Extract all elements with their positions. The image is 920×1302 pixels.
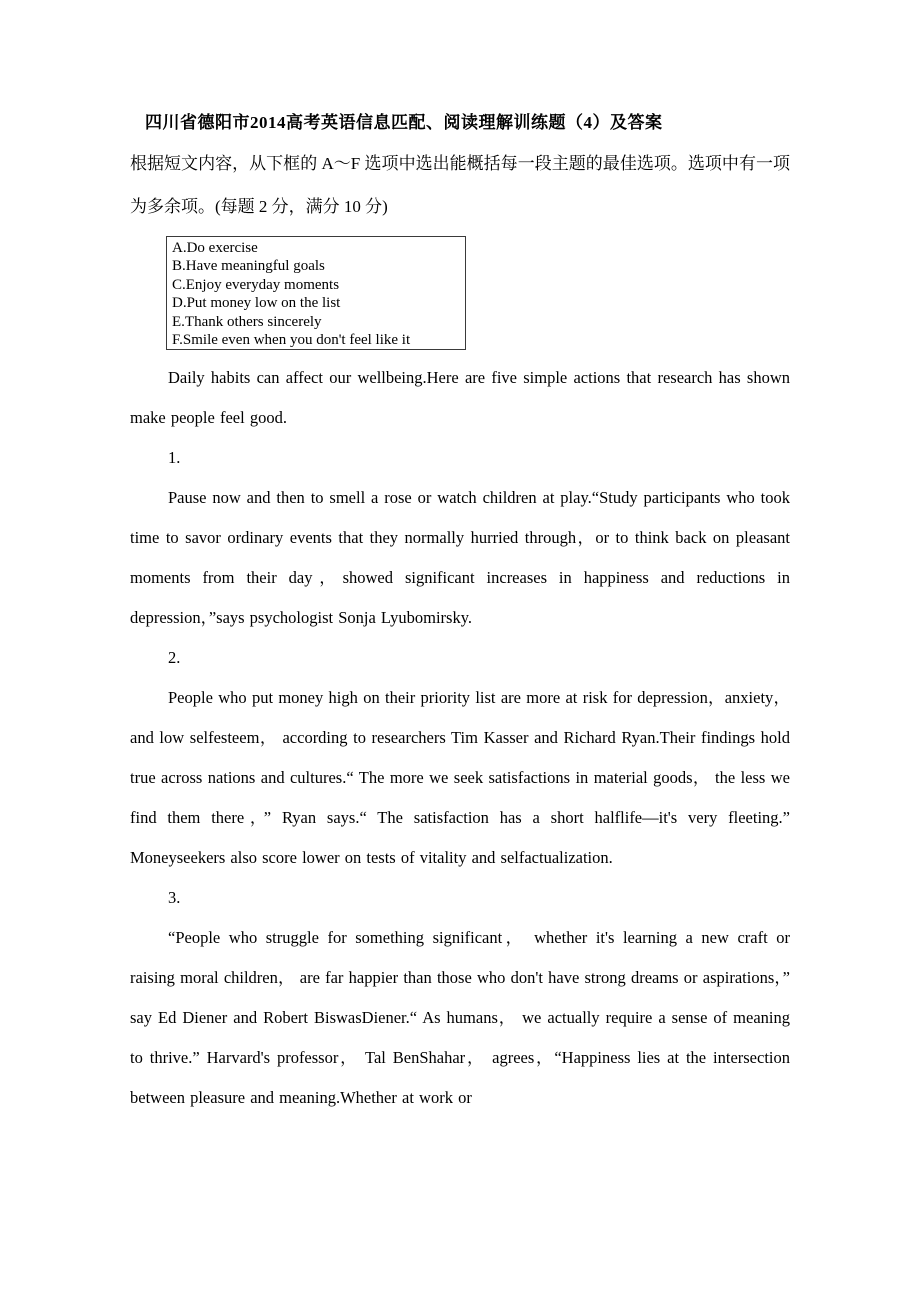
- question-blank-number-3: 3.: [168, 888, 181, 908]
- option-item-f: F.Smile even when you don't feel like it: [172, 332, 411, 349]
- option-item-e: E.Thank others sincerely: [172, 313, 322, 330]
- body-paragraph-1: Pause now and then to smell a rose or watch children at play.“Study participants who took time to savor ordinary events that they normally hurried through，or to think back on pleasant moments from their day，showed significant increases in happiness and reductions in depression，”says psychologist Sonja Lyubomirsky.: [130, 488, 790, 628]
- body-paragraph-3: “People who struggle for something significant， whether it's learning a new craft or raising moral children， are far happier than those who don't have strong dreams or aspirations，” say Ed Diener and Robert BiswasDiener.“ As humans， we actually require a sense of meaning to thrive.” Harvard's professor， Tal BenShahar， agrees，“Happiness lies at the intersection between pleasure and meaning.Whether at work or: [130, 928, 790, 1108]
- option-item-d: D.Put money low on the list: [172, 295, 341, 312]
- body-paragraph-2: People who put money high on their priority list are more at risk for depression，anxiety， and low selfesteem， according to researchers Tim Kasser and Richard Ryan.Their findings hold true across nations and cultures.“ The more we seek satisfactions in material goods， the less we find them there，” Ryan says.“ The satisfaction has a short halflife—it's very fleeting.” Moneyseekers also score lower on tests of vitality and selfactualization.: [130, 688, 790, 868]
- passage-body: [130, 358, 790, 1118]
- question-blank-number-1: 1.: [168, 448, 181, 468]
- option-item-b: B.Have meaningful goals: [172, 258, 325, 275]
- option-item-c: C.Enjoy everyday moments: [172, 276, 340, 293]
- options-box: [166, 236, 466, 350]
- document-title: 四川省德阳市2014高考英语信息匹配、阅读理解训练题（4）及答案: [145, 113, 663, 132]
- option-item-a: A.Do exercise: [172, 240, 258, 256]
- intro-paragraph: Daily habits can affect our wellbeing.Here are five simple actions that research has shown make people feel good.: [130, 368, 790, 428]
- question-blank-number-2: 2.: [168, 648, 181, 668]
- exercise-instructions: 根据短文内容，从下框的 A～F 选项中选出能概括每一段主题的最佳选项。选项中有一项为多余项。(每题 2 分，满分 10 分): [130, 154, 790, 216]
